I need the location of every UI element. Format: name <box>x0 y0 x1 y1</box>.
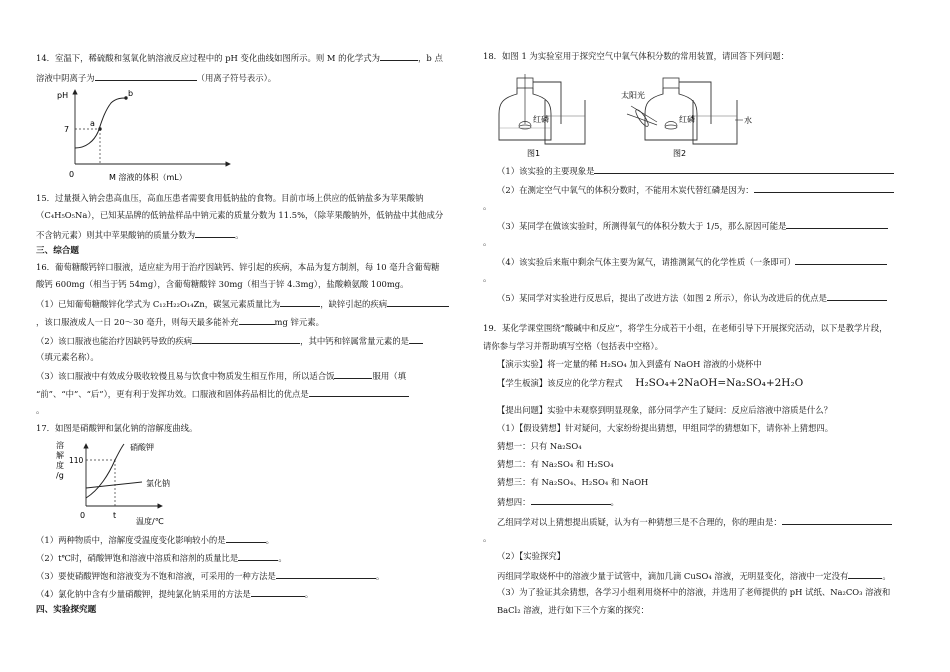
q19-group-b-dot: 。 <box>483 533 492 543</box>
q19-line1: 19．某化学课堂围绕“酸碱中和反应”，将学生分成若干小组，在老师引导下开展探究活动，以下是教学片段， <box>483 323 888 333</box>
q15-line2: （C₄H₅O₅Na），已知某品牌的低钠盐样品中钠元素的质量分数为 11.5%，（除苹果酸钠外，低钠盐中其他成分 <box>36 210 444 220</box>
q16-blank-calcium-disease[interactable] <box>192 334 300 344</box>
q19-equation: H₂SO₄+2NaOH=Na₂SO₄+2H₂O <box>635 377 804 389</box>
q19-group-b: 乙组同学对以上猜想提出质疑，认为有一种猜想三是不合理的，你的理由是： <box>497 515 892 528</box>
q16-blank-element[interactable] <box>409 334 423 344</box>
q17-line4: （3）要使硝酸钾饱和溶液变为不饱和溶液，可采用的一种方法是 。 <box>36 571 385 581</box>
fig2-beaker <box>693 100 737 144</box>
q19-line2: 请你参与学习并帮助填写空格（包括表中空格）。 <box>483 341 664 351</box>
kno3-label: 硝酸钾 <box>130 443 154 452</box>
q18-sub4-dot: 。 <box>483 273 492 283</box>
nacl-curve <box>86 482 142 488</box>
q18-line1: 18．如图 1 为实验室用于探究空气中氧气体积分数的常用装置，请回答下列问题： <box>483 51 790 61</box>
sol-y-label-3: 度 <box>56 461 64 470</box>
q18-sub5: （5）某同学对实验进行反思后，提出了改进方法（如图 2 所示），你认为改进后的优点是 <box>497 291 887 304</box>
q14-blank-formula[interactable] <box>380 51 418 61</box>
q16-line7: （3）该口服液中有效成分吸收较慢且易与饮食中物质发生相互作用，所以适合饭 服用（填 <box>36 371 406 381</box>
q19-question: 【提出问题】实验中未观察到明显现象，部分同学产生了疑问：反应后溶液中溶质是什么？ <box>497 405 832 415</box>
sol-y-label-2: 解 <box>56 451 64 460</box>
q16-line1: 16．葡萄糖酸钙锌口服液，适应症为用于治疗因缺钙、锌引起的疾病，本品为复方制剂，每 10 毫升含葡萄糖 <box>36 262 440 272</box>
q18-blank-5[interactable] <box>827 291 887 301</box>
q19-blank-explore[interactable] <box>848 569 882 579</box>
ph-zero-label: 0 <box>69 170 75 179</box>
q19-guess2: 猜想二：有 Na₂SO₄ 和 H₂SO₄ <box>497 459 614 469</box>
q19-hypo-head: （1）【假设猜想】针对疑问，大家纷纷提出猜想，甲组同学的猜想如下，请你补上猜想四。 <box>497 423 834 433</box>
ph-seven-label: 7 <box>64 125 70 134</box>
ph-point-a-label: a <box>90 119 95 128</box>
q19-guess4: 猜想四： 。 <box>497 497 619 507</box>
q15-line1: 15．过量摄入钠会患高血压，高血压患者需要食用低钠盐的食物。目前市场上供应的低钠盐多为苹果酸钠 <box>36 193 424 203</box>
q18-sub1: （1）该实验的主要现象是 <box>497 164 894 177</box>
q17-blank-1[interactable] <box>226 533 266 543</box>
q17-line5: （4）氯化钠中含有少量硝酸钾，提纯氯化钠采用的方法是 。 <box>36 589 314 599</box>
q14-ph-graph <box>54 86 234 184</box>
fig2-flask <box>645 78 697 140</box>
q18-apparatus-figure <box>497 70 767 160</box>
ph-curve <box>75 98 126 148</box>
section-3-heading: 三、综合题 <box>36 246 79 256</box>
q16-blank-meal[interactable] <box>334 369 372 379</box>
q16-line2: 酸钙 600mg（相当于钙 54mg），含葡萄糖酸锌 30mg（相当于锌 4.3mg），盐酸赖氨酸 100mg。 <box>36 279 409 289</box>
kno3-curve <box>86 444 124 498</box>
q18-blank-2[interactable] <box>754 183 894 193</box>
q18-blank-4[interactable] <box>795 255 887 265</box>
q14-line2: 溶液中阴离子为 （用离子符号表示）。 <box>36 73 277 83</box>
fig1-caption: 图1 <box>527 149 541 158</box>
fig1-flask <box>499 74 551 140</box>
fig1-red-phosphorus-label: 红磷 <box>533 115 549 124</box>
sol-y-label-1: 溶 <box>56 441 64 450</box>
q15-blank[interactable] <box>195 228 235 238</box>
q16-blank-advantage[interactable] <box>309 387 409 397</box>
fig2-caption: 图2 <box>673 149 687 158</box>
q16-blank-zinc[interactable] <box>239 315 275 325</box>
q18-sub4: （4）该实验后来瓶中剩余气体主要为氮气，请推测氮气的化学性质（一条即可） <box>497 255 887 268</box>
q19-guess3: 猜想三：有 Na₂SO₄、H₂SO₄ 和 NaOH <box>497 477 649 487</box>
q15-line3: 不含钠元素）则其中苹果酸钠的质量分数为 。 <box>36 230 244 240</box>
sol-zero-label: 0 <box>80 511 86 520</box>
q16-line6: （填元素名称）。 <box>36 352 99 362</box>
fig2-red-phosphorus-label: 红磷 <box>679 115 695 124</box>
q16-blank-ratio[interactable] <box>280 297 320 307</box>
ph-point-a-dot <box>98 127 101 130</box>
sol-y-tick-110: 110 <box>69 456 84 465</box>
q19-verify1: （3）为了验证其余猜想，各学习小组利用烧杯中的溶液，并选用了老师提供的 pH 试纸、Na₂CO₃ 溶液和 <box>497 587 891 597</box>
fig2-sunlight-label: 太阳光 <box>621 91 645 100</box>
fig2-water-label: 水 <box>744 116 752 125</box>
q17-blank-4[interactable] <box>251 587 305 597</box>
q19-blank-guess4[interactable] <box>531 495 611 505</box>
q16-line5: （2）该口服液也能治疗因缺钙导致的疾病 ，其中钙和锌属常量元素的是 <box>36 334 423 347</box>
q17-blank-3[interactable] <box>276 569 376 579</box>
q17-solubility-graph <box>54 436 204 528</box>
q14-line1: 14．室温下，稀硫酸和氢氧化钠溶液反应过程中的 pH 变化曲线如图所示。则 M 的化学式为 ，b 点 <box>36 53 443 63</box>
q19-demo: 【演示实验】将一定量的稀 H₂SO₄ 加入到盛有 NaOH 溶液的小烧杯中 <box>497 359 762 369</box>
sol-y-unit: /g <box>56 471 64 480</box>
q16-line9: 。 <box>36 405 45 415</box>
ph-point-b-label: b <box>128 89 134 98</box>
q16-line8: “前”、“中”、“后”），更有利于发挥功效。口服液和固体药品相比的优点是 <box>36 387 409 400</box>
q17-line1: 17．如图是硝酸钾和氯化钠的溶解度曲线。 <box>36 423 198 433</box>
q16-line3: （1）已知葡萄糖酸锌化学式为 C₁₂H₂₂O₁₄Zn，碳氢元素质量比为 ，缺锌引起的疾病 <box>36 297 449 310</box>
ph-x-label: M 溶液的体积（mL） <box>109 173 187 182</box>
sol-t-label: t <box>113 511 117 520</box>
q17-line2: （1）两种物质中，溶解度受温度变化影响较小的是 。 <box>36 535 274 545</box>
q17-line3: （2）t℃时，硝酸钾饱和溶液中溶质和溶剂的质量比是 。 <box>36 553 287 563</box>
q18-blank-3[interactable] <box>786 219 888 229</box>
q17-blank-2[interactable] <box>238 551 278 561</box>
q18-sub2: （2）在测定空气中氧气的体积分数时，不能用木炭代替红磷是因为： <box>497 183 894 196</box>
fig2-sun-ray-1 <box>631 106 657 122</box>
q19-explore: （2）【实验探究】 <box>497 551 566 561</box>
q19-blank-reason[interactable] <box>782 515 892 525</box>
nacl-label: 氯化钠 <box>146 479 170 488</box>
q19-board: 【学生板演】该反应的化学方程式 H₂SO₄+2NaOH=Na₂SO₄+2H₂O <box>497 377 804 389</box>
q19-explore-text: 丙组同学取烧杯中的溶液少量于试管中，滴加几滴 CuSO₄ 溶液，无明显变化，溶液中一定没有 。 <box>497 571 891 581</box>
fig2-lens <box>634 108 650 128</box>
q16-line4: ，该口服液成人一日 20～30 毫升，则每天最多能补充 mg 锌元素。 <box>36 317 324 327</box>
q18-sub3-dot: 。 <box>483 237 492 247</box>
sol-x-label: 温度/℃ <box>136 517 164 526</box>
q16-blank-disease[interactable] <box>387 297 449 307</box>
q14-blank-anion[interactable] <box>95 71 197 81</box>
q18-sub3: （3）某同学在做该实验时，所测得氧气的体积分数大于 1/5，那么原因可能是 <box>497 219 888 232</box>
q18-blank-1[interactable] <box>594 164 894 174</box>
q19-verify2: BaCl₂ 溶液，进行如下三个方案的探究： <box>497 605 649 615</box>
ph-y-label: pH <box>57 91 69 100</box>
q19-guess1: 猜想一：只有 Na₂SO₄ <box>497 441 582 451</box>
section-4-heading: 四、实验探究题 <box>36 605 97 615</box>
q18-sub2-dot: 。 <box>483 201 492 211</box>
